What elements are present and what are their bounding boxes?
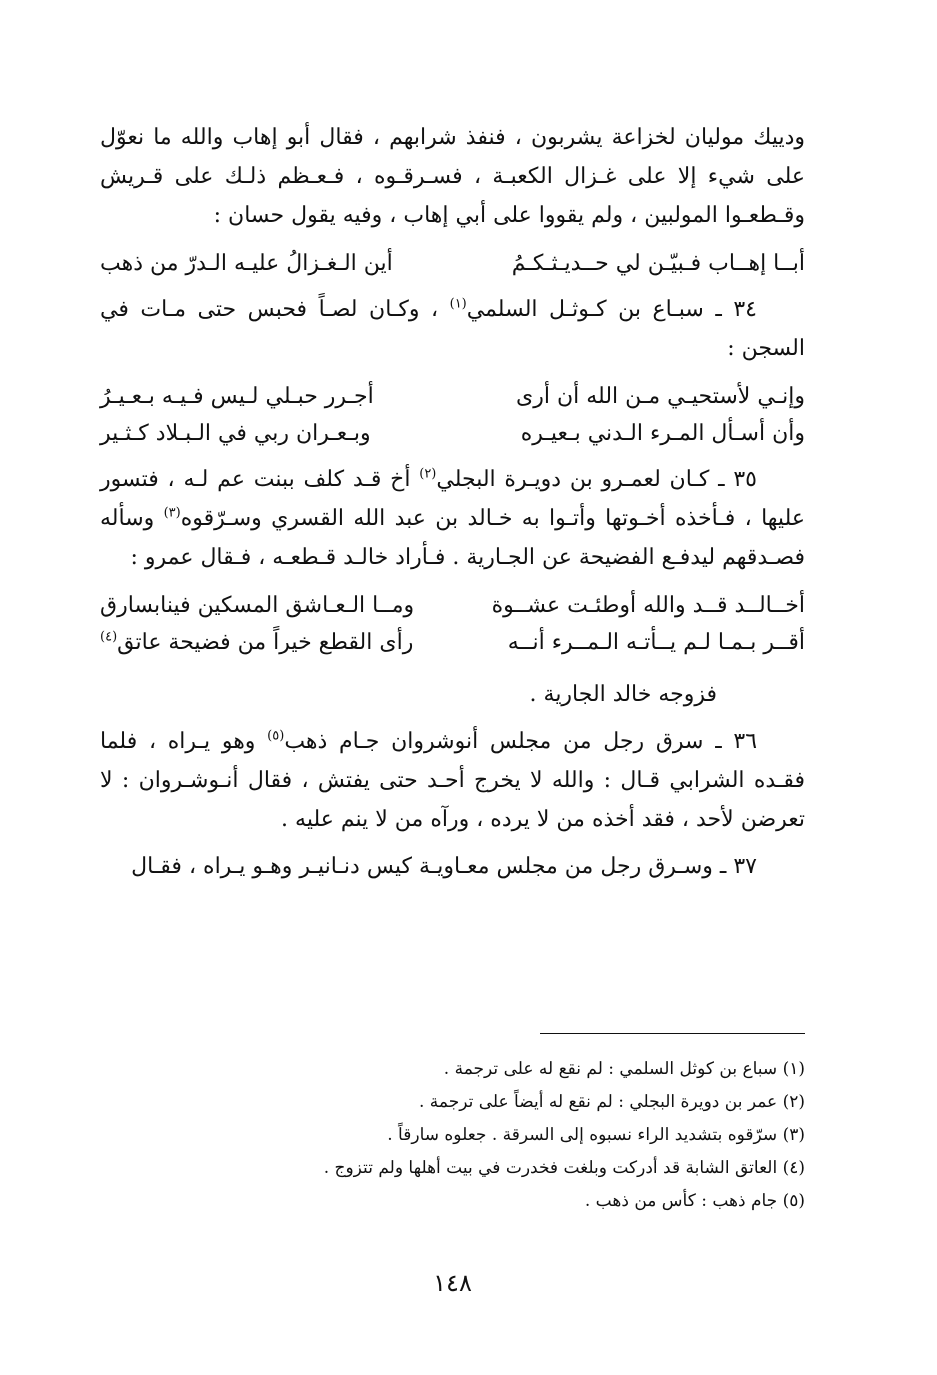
footnote-3: (٣) سرّقوه بتشديد الراء نسبوه إلى السرقة . جعلوه سارقاً . [387,1125,805,1145]
paragraph-text: ٣٦ ـ سرق رجل من مجلس أنوشروان جـام ذهب [284,729,758,754]
verse-hemistich-first: وإنـي لأستحيـي مـن الله أن أرى [516,384,805,409]
paragraph-34 [100,290,805,368]
footnote-ref: (٢) [419,466,437,482]
verse-hemistich-first: وأن أسـأل المـرء الـدني بـعيـره [520,421,805,446]
verse-hemistich-second: أجـرر حبـلي لـيس فـيـه بـعـيـرُ [100,384,374,409]
book-page [100,118,805,1333]
paragraph-text: وهو يـراه ، فلما فقـده الشرابي قـال : والله لا يخرج أحـد حتى يفتش ، فقال أنـوشـروان : لا تعرضن لأحد ، فقد أخذه من لا يرده ، ورآه من لا ينم عليه . [100,729,805,832]
footnotes [100,1053,805,1218]
paragraph-text: وسأله فصـدقهم ليدفـع الفضيحة عن الجـارية . فـأراد خالـد قـطعـه ، فـقال عمرو : [100,506,805,570]
footnote-ref: (٤) [100,629,118,645]
verse-text: رأى القطع خيراً من فضيحة عاتق [117,630,414,655]
footnote-ref: (٣) [163,505,181,521]
paragraph-hassan-intro [100,118,805,235]
footnote-ref: (١) [449,296,467,312]
paragraph-35 [100,460,805,577]
paragraph-text: أخ قـد كلف ببنت عم لـه ، فتسور عليها ، فـأخذه أخـوتها وأتـوا به خـالد بن عبد الله القسري وسـرّقوه [100,467,805,531]
footnote-divider [540,1033,805,1034]
footnote-1: (١) سباع بن كوثل السلمي : لم نقع له على ترجمة . [443,1059,805,1079]
verse-line-1 [100,245,805,282]
verse-line-2 [100,378,805,415]
footnote-5: (٥) جام ذهب : كأس من ذهب . [584,1191,805,1211]
page-number: ١٤٨ [433,1269,472,1297]
paragraph-text: ٣٥ ـ كـان لعمـرو بن دويـرة البجلي [436,467,757,492]
verse-hemistich-second: أين الـغـزالُ عليـه الـدرّ من ذهب [100,251,393,276]
footnote-2: (٢) عمر بن دويرة البجلي : لم نقع له أيضاً على ترجمة . [418,1092,805,1112]
verse-hemistich-first: أبــا إهــاب فـبيّـن لي حــديـثـكـمُ [511,251,805,276]
verse-line-5 [100,624,805,661]
paragraph-37 [100,847,805,886]
footnote-4: (٤) العاتق الشابة قد أدركت وبلغت فخدرت في بيت أهلها ولم تتزوج . [323,1158,805,1178]
verse-hemistich-first: أقــر بـمـا لـم يــأتـه الـمــرء أنــه [507,630,805,655]
verse-hemistich-second [100,624,455,661]
verse-hemistich-second: ومــا الـعـاشق المسكين فينابسارق [100,593,415,618]
verse-hemistich-second: وبـعـران ربي في الـبـلاد كـثـير [100,421,371,446]
paragraph-36 [100,722,805,839]
paragraph-text: ، وكـان لصـاً فحبس حتى مـات في السجن : [100,297,805,361]
verse-line-3 [100,415,805,452]
paragraph-text: ٣٤ ـ سبـاع بن كـوثـل السلمي [466,297,757,322]
footnote-ref: (٥) [267,728,285,744]
paragraph-text: ودييك موليان لخزاعة يشربون ، فنفذ شرابهم ، فقال أبو إهاب والله ما نعوّل على شيء إلا على غـزال الكعبـة ، فسـرقـوه ، فـعـظم ذلـك على قـريش وقـطعـوا المولبين ، ولم يقووا على أبي إهاب ، وفيه يقول حسان : [100,125,805,228]
paragraph-text: ٣٧ ـ وسـرق رجل من مجلس معـاويـة كيس دنـانيـر وهـو يـراه ، فقـال [131,854,757,879]
verse-line-4 [100,587,805,624]
paragraph-marriage: فزوجه خالد الجارية . [529,682,717,707]
verse-hemistich-first: أخــالــد قــد والله أوطئـت عشــوة [491,593,805,618]
